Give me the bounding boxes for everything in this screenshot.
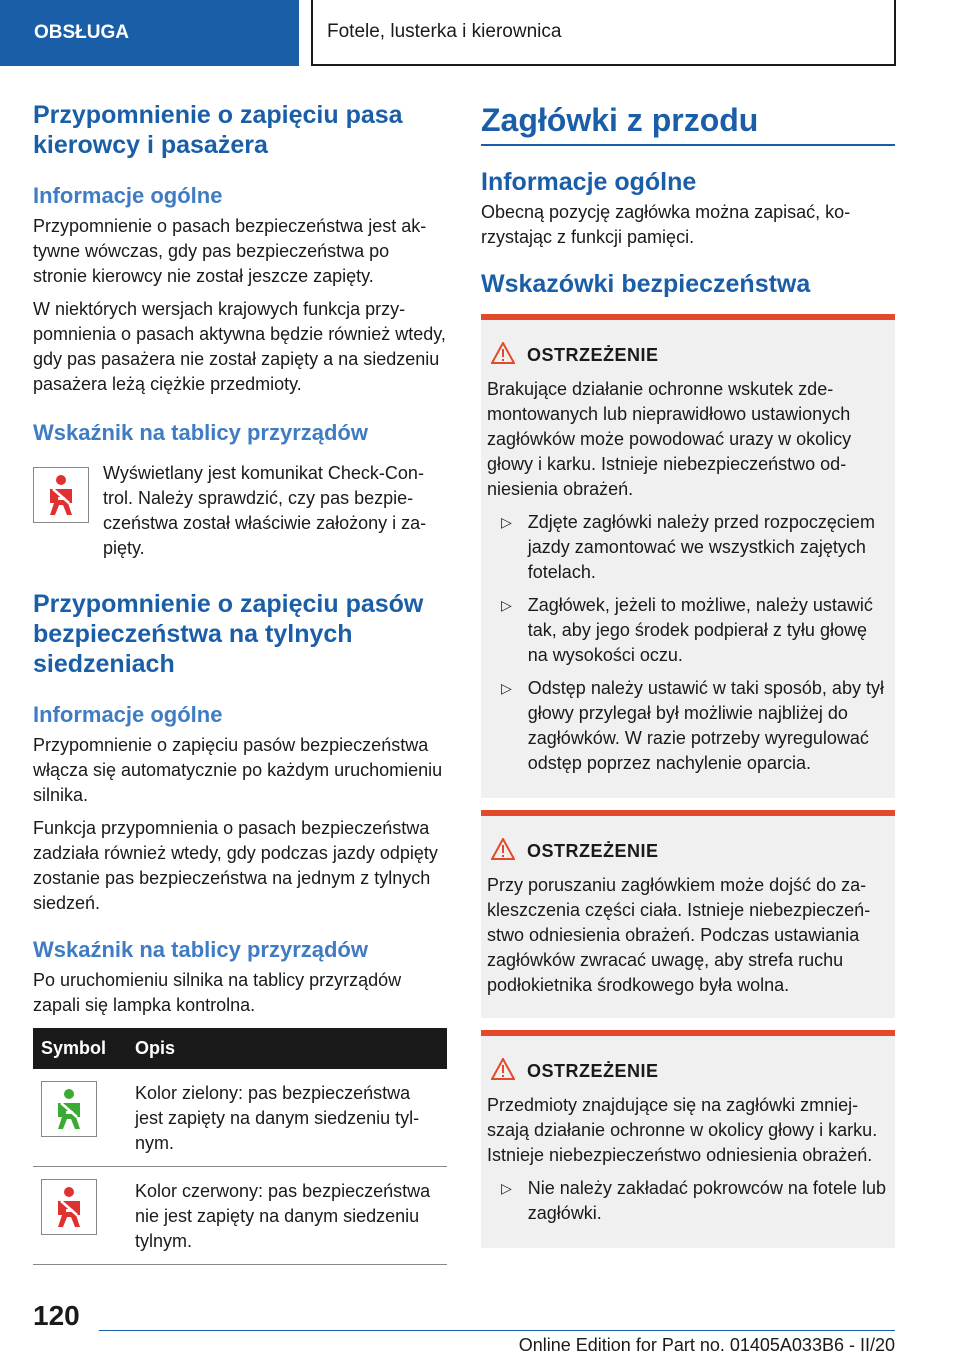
list-item [487, 593, 887, 668]
list-item [487, 510, 887, 585]
warning-header [491, 838, 887, 865]
list-item-text: Zagłówek, jeżeli to możliwe, należy ustawić tak, aby jego środek podpierał z tyłu głowę na wysokości oczu. [527, 595, 873, 665]
indicator-row [33, 461, 447, 561]
left-column [33, 100, 447, 1265]
warning-box [481, 314, 895, 798]
page-number: 120 [33, 1300, 80, 1331]
symbol-table [33, 1028, 447, 1265]
list-item-text: Zdjęte zagłówki należy przed rozpoczęciem jazdy zamontować we wszystkich zajętych fotelach. [527, 512, 875, 582]
warning-label: OSTRZEŻENIE [527, 1061, 659, 1081]
warning-label: OSTRZEŻENIE [527, 345, 659, 365]
bullet-triangle-icon: ▷ [501, 514, 512, 530]
seatbelt-red-icon [33, 467, 89, 523]
warning-text: Przy poruszaniu zagłówkiem może dojść do zakleszczenia części ciała. Istnieje niebezpieczeństwo odniesienia obrażeń. Podczas ustawiania zagłówków zwracać uwagę, aby strefa ruchu podłokietnika środkowego była wolna. [487, 875, 871, 995]
warning-triangle-icon [491, 342, 515, 369]
footer-divider [99, 1330, 895, 1331]
bullet-triangle-icon: ▷ [501, 1180, 512, 1196]
section-label: OBSŁUGA [34, 22, 129, 43]
list-item [487, 676, 887, 776]
section-title: Przypomnienie o zapięciu pasów bezpieczeństwa na tylnych siedzeniach [33, 590, 424, 678]
footer-edition: Online Edition for Part no. 01405A033B6 - II/20 [518, 1335, 895, 1355]
warning-label: OSTRZEŻENIE [527, 841, 659, 861]
table-cell-desc: Kolor czerwony: pas bezpieczeństwa nie jest zapięty na danym siedzeniu tylnym. [127, 1167, 447, 1265]
right-column [481, 100, 895, 1248]
warning-triangle-icon [491, 838, 515, 865]
warning-header [491, 1058, 887, 1085]
warning-header [491, 342, 887, 369]
paragraph: W niektórych wersjach krajowych funkcja przypomnienia o pasach aktywna będzie również wtedy, gdy pas pasażera nie został zapięty a na siedzeniu pasażera leżą ciężkie przedmioty. [33, 299, 446, 394]
section-title: Zagłówki z przodu [481, 100, 895, 146]
bullet-triangle-icon: ▷ [501, 597, 512, 613]
paragraph: Przypomnienie o pasach bezpieczeństwa jest aktywne wówczas, gdy pas bezpieczeństwa po stronie kierowcy nie został jeszcze zapięty. [33, 216, 427, 286]
paragraph: Przypomnienie o zapięciu pasów bezpieczeństwa włącza się automatycznie po każdym uruchomieniu silnika. [33, 735, 443, 805]
column-header-symbol: Symbol [33, 1028, 127, 1069]
chapter-label: Fotele, lusterka i kierownica [327, 21, 562, 42]
warning-triangle-icon [491, 1058, 515, 1085]
subsection-title: Wskaźnik na tablicy przyrządów [33, 937, 368, 962]
paragraph: Obecną pozycję zagłówka można zapisać, korzystając z funkcji pamięci. [481, 202, 851, 247]
section-title: Przypomnienie o zapięciu pasa kierowcy i pasażera [33, 101, 403, 159]
table-row [33, 1069, 447, 1167]
table-cell-desc: Kolor zielony: pas bezpieczeństwa jest zapięty na danym siedzeniu tylnym. [127, 1069, 447, 1167]
bullet-triangle-icon: ▷ [501, 680, 512, 696]
section-tab[interactable] [0, 0, 299, 66]
seatbelt-green-icon [41, 1081, 97, 1137]
paragraph: Po uruchomieniu silnika na tablicy przyrządów zapali się lampka kontrolna. [33, 970, 402, 1015]
warning-text: Przedmioty znajdujące się na zagłówki zmniejszają działanie ochronne w okolicy głowy i karku. Istnieje niebezpieczeństwo odniesienia obrażeń. [487, 1095, 878, 1165]
subsection-title: Wskazówki bezpieczeństwa [481, 270, 811, 298]
warning-text: Brakujące działanie ochronne wskutek zdemontowanych lub nieprawidłowo ustawionych zagłówków może powodować urazy w okolicy głowy i karku. Istnieje niebezpieczeństwo odniesienia obrażeń. [487, 379, 852, 499]
list-item [487, 1176, 887, 1226]
table-row [33, 1167, 447, 1265]
seatbelt-red-icon [41, 1179, 97, 1235]
list-item-text: Nie należy zakładać pokrowców na fotele lub zagłówki. [527, 1178, 886, 1223]
paragraph: Funkcja przypomnienia o pasach bezpieczeństwa zadziała również wtedy, gdy podczas jazdy odpięty zostanie pas bezpieczeństwa na jednym z tylnych siedzeń. [33, 818, 438, 913]
subsection-title: Informacje ogólne [33, 183, 223, 208]
indicator-text: Wyświetlany jest komunikat Check-Control. Należy sprawdzić, czy pas bezpieczeństwa został właściwie założony i zapięty. [103, 463, 427, 558]
chapter-header [311, 0, 896, 66]
subsection-title: Informacje ogólne [33, 702, 223, 727]
subsection-title: Wskaźnik na tablicy przyrządów [33, 420, 368, 445]
warning-box [481, 810, 895, 1018]
column-header-desc: Opis [127, 1028, 447, 1069]
list-item-text: Odstęp należy ustawić w taki sposób, aby tył głowy przylegał był możliwie najbliżej do zagłówków. W razie potrzeby wyregulować odstęp poprzez nachylenie oparcia. [527, 678, 884, 773]
warning-box [481, 1030, 895, 1248]
subsection-title: Informacje ogólne [481, 168, 697, 196]
